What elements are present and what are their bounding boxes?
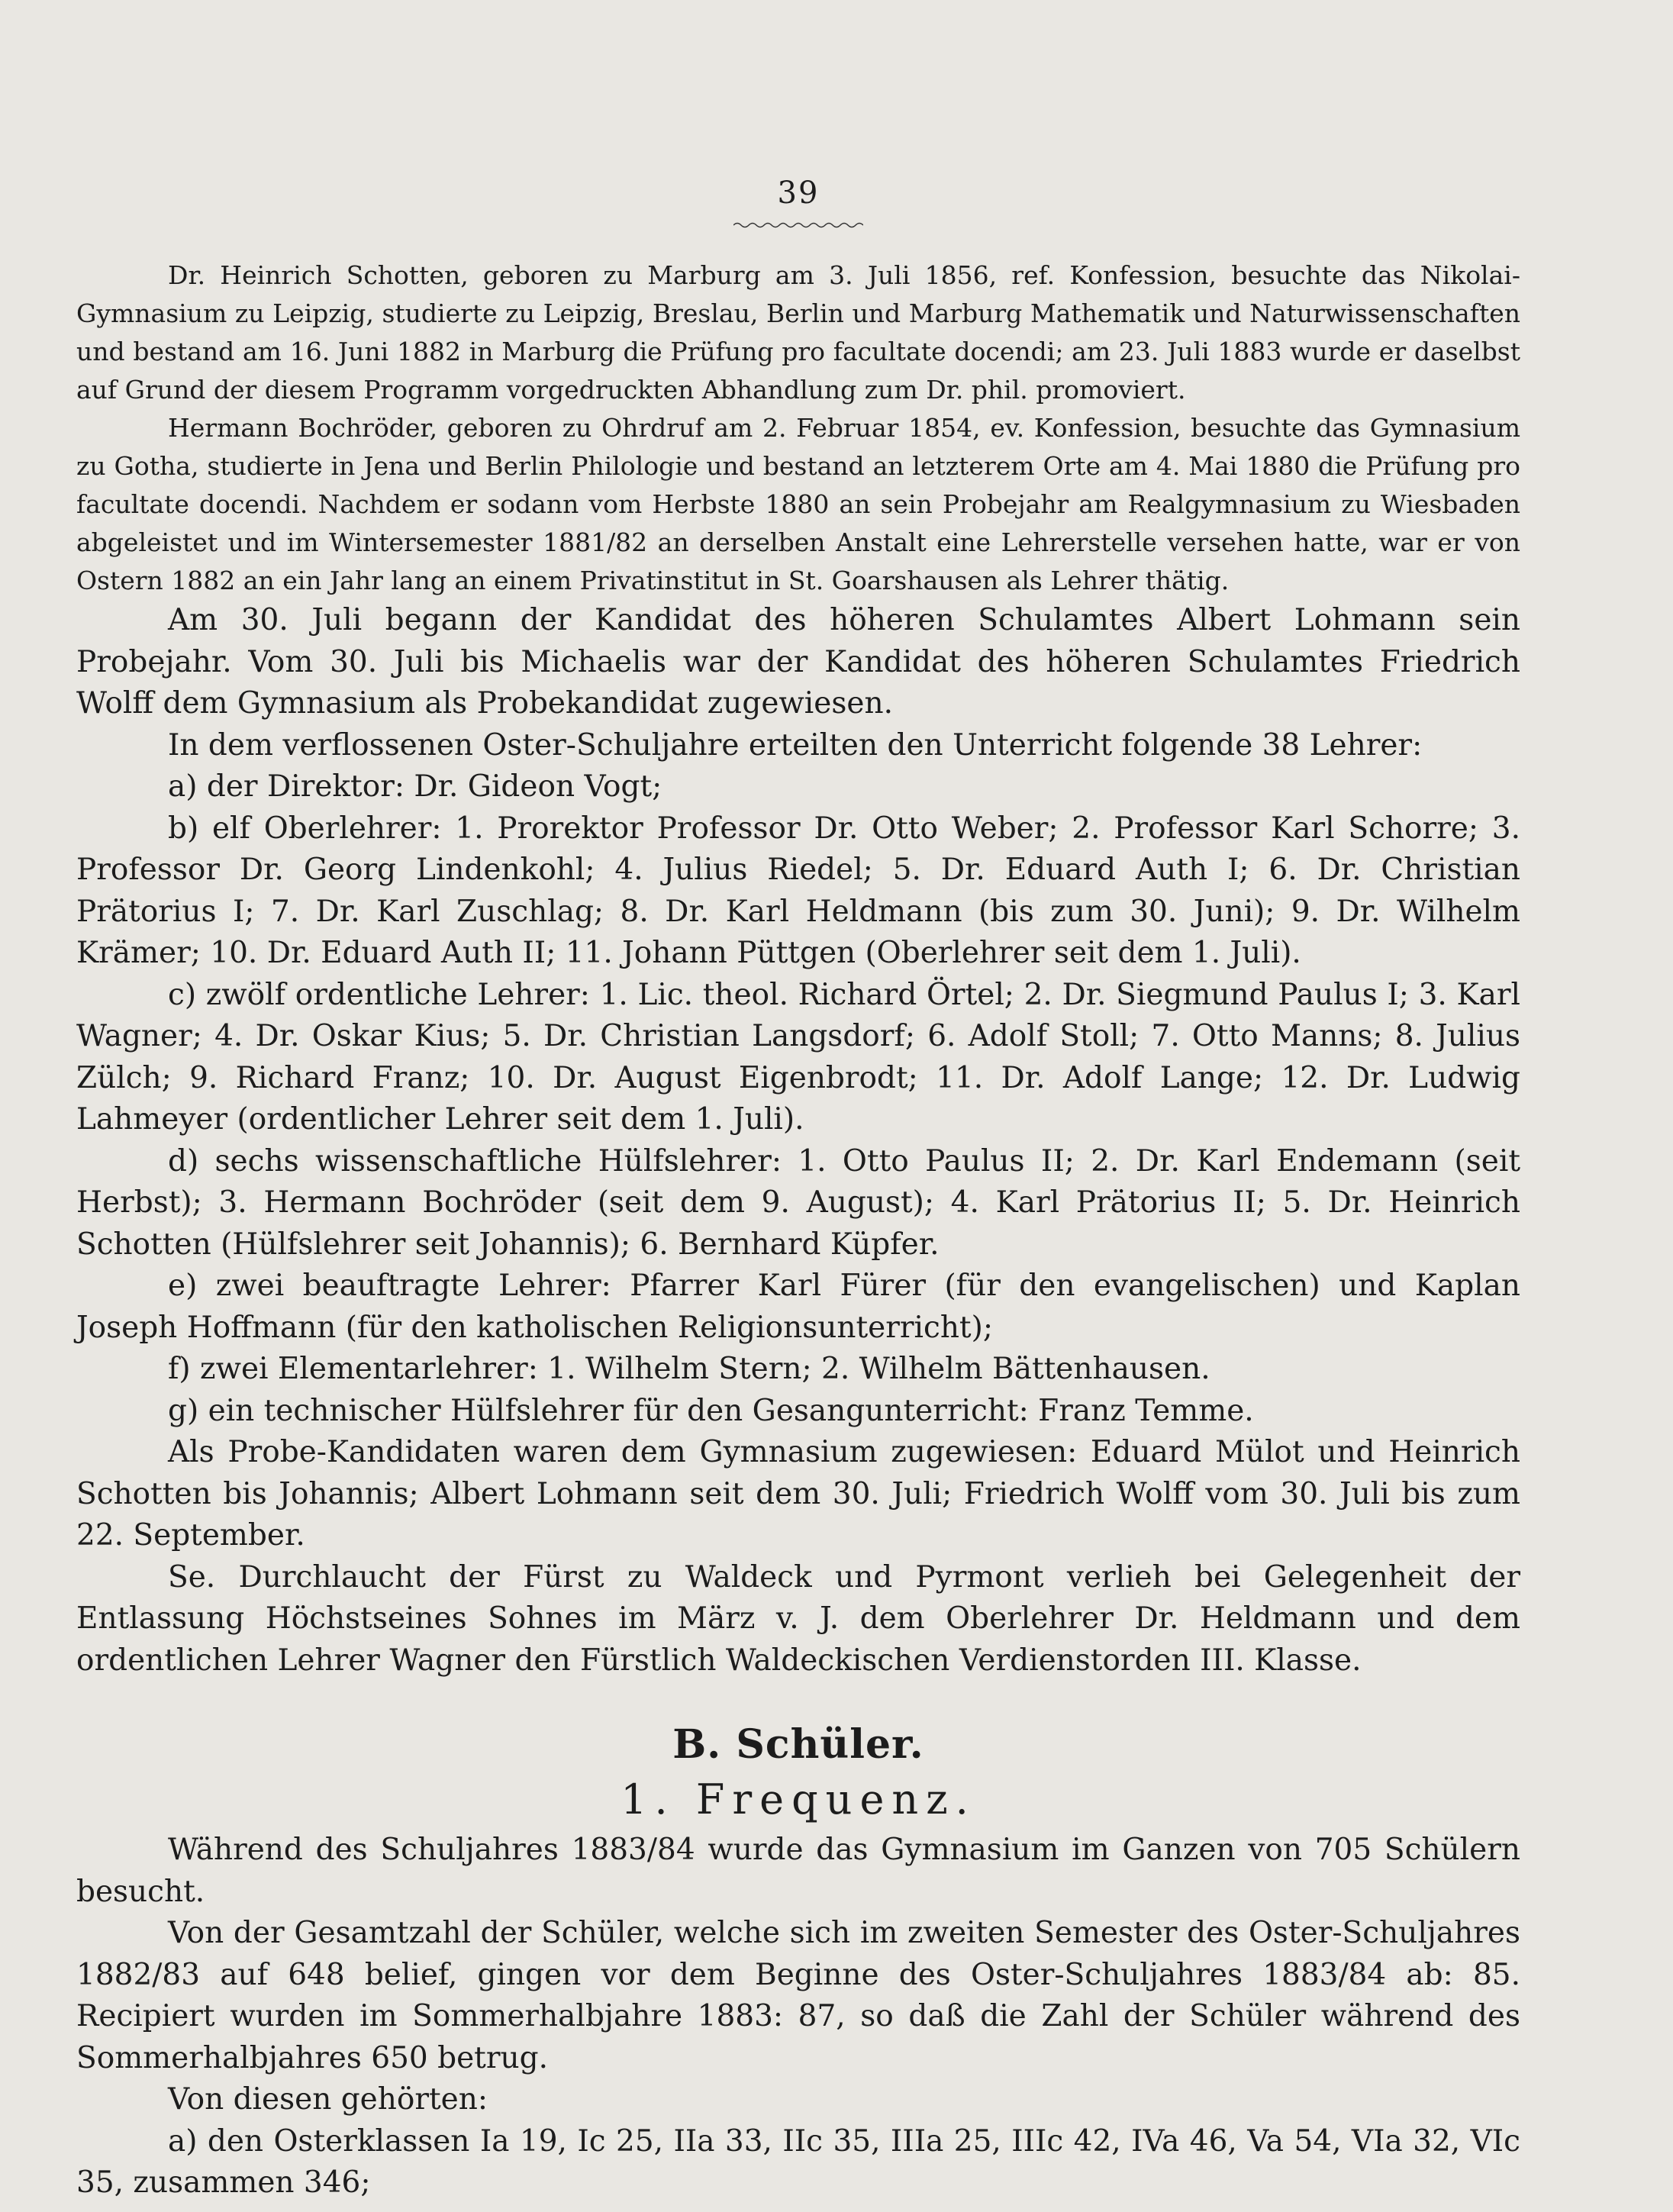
teacher-list-item: d) sechs wissenschaftliche Hülfslehrer: 1. Otto Paulus II; 2. Dr. Karl Endemann (seit Herbst); 3. Hermann Bochröder (seit dem 9. August); 4. Karl Prätorius II; 5. Dr. Heinrich Schotten (Hülfslehrer seit Johannis); 6. Bernhard Küpfer. [76,1143,1520,1262]
teachers-section [76,600,1520,1682]
bio-paragraph: Hermann Bochröder, geboren zu Ohrdruf am 2. Februar 1854, ev. Konfession, besuchte das Gymnasium zu Gotha, studierte in Jena und Berlin Philologie und bestand an letzterem Orte am 4. Mai 1880 die Prüfung pro facultate docendi. Nachdem er sodann vom Herbste 1880 an sein Probejahr am Realgymnasium zu Wiesbaden abgeleistet und im Wintersemester 1881/82 an derselben Anstalt eine Lehrerstelle versehen hatte, war er von Ostern 1882 an ein Jahr lang an einem Privatinstitut in St. Goarshausen als Lehrer thätig. [76,413,1520,595]
page-number-ornament [733,221,863,229]
class-list-item: a) den Osterklassen Ia 19, Ic 25, IIa 33, IIc 35, IIIa 25, IIIc 42, IVa 46, Va 54, VIa 32, VIc 35, zusammen 346; [76,2123,1520,2200]
body-paragraph: In dem verflossenen Oster-Schuljahre erteilten den Unterricht folgende 38 Lehrer: [168,727,1423,763]
teacher-list-item: e) zwei beauftragte Lehrer: Pfarrer Karl Fürer (für den evangelischen) und Kaplan Joseph Hoffmann (für den katholischen Religionsunterricht); [76,1269,1520,1345]
body-paragraph: Am 30. Juli begann der Kandidat des höheren Schulamtes Albert Lohmann sein Probejahr. Vom 30. Juli bis Michaelis war der Kandidat des höheren Schulamtes Friedrich Wolff dem Gymnasium als Probekandidat zugewiesen. [76,603,1520,721]
body-paragraph: Von der Gesamtzahl der Schüler, welche sich im zweiten Semester des Oster-Schuljahres 1882/83 auf 648 belief, gingen vor dem Beginne des Oster-Schuljahres 1883/84 ab: 85. Recipiert wurden im Sommerhalbjahre 1883: 87, so daß die Zahl der Schüler während des Sommerhalbjahres 650 betrug. [76,1916,1520,2075]
frequency-section [76,1830,1520,2204]
body-paragraph: Von diesen gehörten: [168,2082,488,2117]
teacher-list-item: b) elf Oberlehrer: 1. Prorektor Professor Dr. Otto Weber; 2. Professor Karl Schorre; 3. Professor Dr. Georg Lindenkohl; 4. Julius Riedel; 5. Dr. Eduard Auth I; 6. Dr. Christian Prätorius I; 7. Dr. Karl Zuschlag; 8. Dr. Karl Heldmann (bis zum 30. Juni); 9. Dr. Wilhelm Krämer; 10. Dr. Eduard Auth II; 11. Johann Püttgen (Oberlehrer seit dem 1. Juli). [76,811,1520,970]
candidate-biographies [76,256,1520,600]
page-number: 39 [777,176,820,211]
body-paragraph: Als Probe-Kandidaten waren dem Gymnasium zugewiesen: Eduard Mülot und Heinrich Schotten bis Johannis; Albert Lohmann seit dem 30. Juli; Friedrich Wolff vom 30. Juli bis zum 22. September. [76,1435,1520,1553]
body-paragraph: Während des Schuljahres 1883/84 wurde das Gymnasium im Ganzen von 705 Schülern besucht. [76,1833,1520,1909]
teacher-list-item: c) zwölf ordentliche Lehrer: 1. Lic. theol. Richard Örtel; 2. Dr. Siegmund Paulus I; 3. Karl Wagner; 4. Dr. Oskar Kius; 5. Dr. Christian Langsdorf; 6. Adolf Stoll; 7. Otto Manns; 8. Julius Zülch; 9. Richard Franz; 10. Dr. August Eigenbrodt; 11. Dr. Adolf Lange; 12. Dr. Ludwig Lahmeyer (ordentlicher Lehrer seit dem 1. Juli). [76,977,1520,1137]
teacher-list-item: a) der Direktor: Dr. Gideon Vogt; [168,769,662,804]
section-heading: B. Schüler. [672,1721,924,1768]
teacher-list-item: g) ein technischer Hülfslehrer für den Gesangunterricht: Franz Temme. [168,1393,1254,1428]
teacher-list-item: f) zwei Elementarlehrer: 1. Wilhelm Stern; 2. Wilhelm Bättenhausen. [168,1352,1210,1386]
bio-paragraph: Dr. Heinrich Schotten, geboren zu Marburg am 3. Juli 1856, ref. Konfession, besuchte das Nikolai-Gymnasium zu Leipzig, studierte zu Leipzig, Breslau, Berlin und Marburg Mathematik und Naturwissenschaften und bestand am 16. Juni 1882 in Marburg die Prüfung pro facultate docendi; am 23. Juli 1883 wurde er daselbst auf Grund der diesem Programm vorgedruckten Abhandlung zum Dr. phil. promoviert. [76,260,1520,405]
body-paragraph: Se. Durchlaucht der Fürst zu Waldeck und Pyrmont verlieh bei Gelegenheit der Entlassung Höchstseines Sohnes im März v. J. dem Oberlehrer Dr. Heldmann und dem ordentlichen Lehrer Wagner den Fürstlich Waldeckischen Verdienstorden III. Klasse. [76,1559,1520,1678]
subsection-heading: 1. Frequenz. [621,1775,976,1823]
